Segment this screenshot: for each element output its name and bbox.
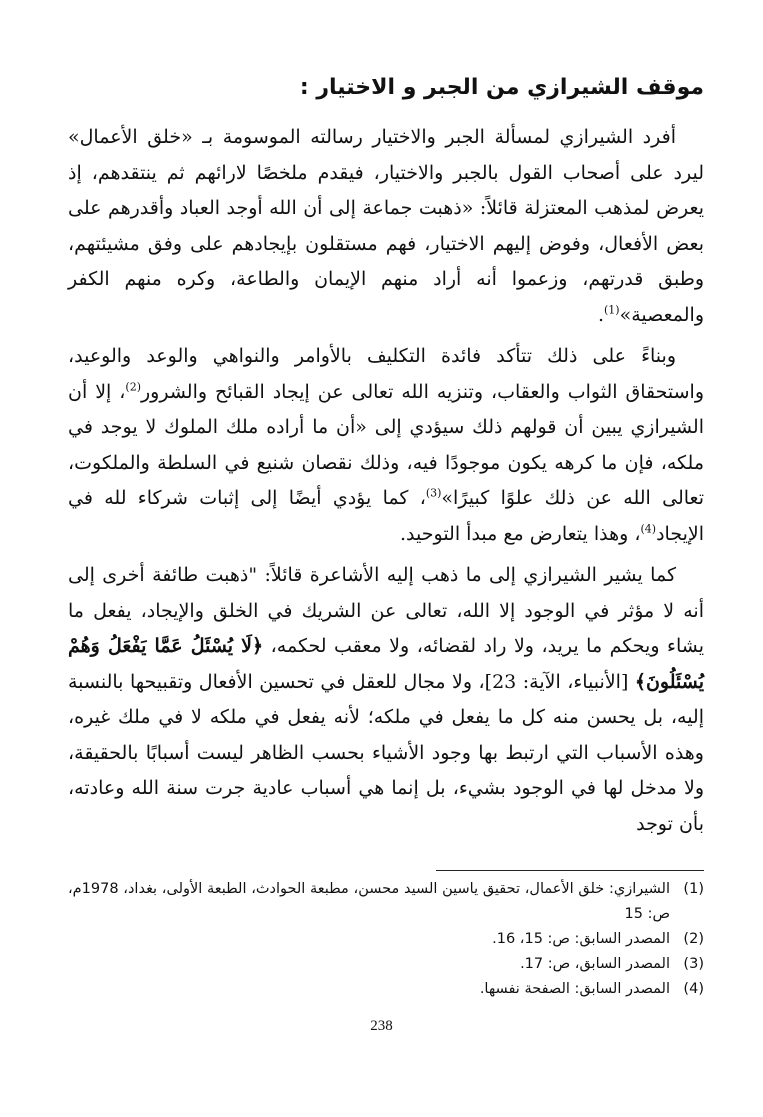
footnote-1-text: الشيرازي: خلق الأعمال، تحقيق ياسين السيد محسن، مطبعة الحوادث، الطبعة الأولى، بغداد، 1978م، ص: 15 — [68, 881, 670, 922]
paragraph-2-part1: وبناءً على ذلك تتأكد فائدة التكليف بالأوامر والنواهي والوعد والوعيد، واستحقاق الثواب والعقاب، وتنزيه الله تعالى عن إيجاد القبائح والشرور — [68, 345, 704, 403]
footnote-4-number: (4) — [683, 981, 704, 997]
paragraph-2-part2: ، إلا أن الشيرازي يبين أن قولهم ذلك سيؤدي إلى «أن ما أراده ملك الملوك لا يوجد في ملكه، فإن ما كرهه يكون موجودًا فيه، وذلك نقصان شنيع في السلطة والملكوت، تعالى الله عن ذلك علوًا كبيرًا» — [68, 380, 704, 509]
paragraph-2-part3: ، كما يؤدي أيضًا إلى إثبات شركاء لله في الإيجاد — [68, 487, 704, 545]
page-number: 238 — [370, 1018, 393, 1034]
page-content — [68, 64, 704, 1064]
paragraph-2 — [68, 339, 704, 552]
footnote-4-text: المصدر السابق: الصفحة نفسها. — [479, 981, 670, 997]
footnote-3 — [68, 952, 704, 977]
footnote-2-text: المصدر السابق: ص: 15، 16. — [492, 931, 670, 947]
footnote-2 — [68, 927, 704, 952]
footnote-4 — [68, 977, 704, 1002]
section-heading: موقف الشيرازي من الجبر و الاختيار : — [299, 75, 704, 100]
paragraph-1-tail: . — [597, 303, 604, 326]
footnote-ref-1[interactable]: (1) — [603, 303, 620, 317]
footnote-1 — [68, 877, 704, 927]
footnote-ref-3[interactable]: (3) — [425, 486, 442, 500]
footnote-ref-2[interactable]: (2) — [125, 380, 141, 394]
footnote-1-number: (1) — [683, 881, 704, 897]
paragraph-3-part1: كما يشير الشيرازي إلى ما ذهب إليه الأشاعرة قائلاً: "ذهبت طائفة أخرى إلى أنه لا مؤثر في الوجود إلا الله، تعالى عن الشريك في الخلق والإيجاد، يفعل ما يشاء ويحكم ما يريد، ولا راد لقضائه، ولا معقب لحكمه، — [68, 564, 704, 657]
quran-reference: [الأنبياء، الآية: 23] — [484, 670, 635, 693]
footnote-divider — [436, 870, 704, 871]
paragraph-3 — [68, 558, 704, 842]
quran-verse: ﴿لَا يُسْئَلُ عَمَّا يَفْعَلُ وَهُمْ يُسْئَلُونَ﴾ — [68, 635, 705, 693]
footnote-3-text: المصدر السابق، ص: 17. — [520, 956, 670, 972]
paragraph-3-part2: ، ولا مجال للعقل في تحسين الأفعال وتقبيحها بالنسبة إليه، بل يحسن منه كل ما يفعل في ملكه؛ لأنه يفعل في ملكه لا في ملك غيره، وهذه الأسباب التي ارتبط بها وجود الأشياء بحسب الظاهر ليست أسبابًا بالحقيقة، ولا مدخل لها في الوجود بشيء، بل إنما هي أسباب عادية جرت سنة الله وعادته، بأن توجد — [68, 670, 704, 835]
paragraph-2-part4: ، وهذا يتعارض مع مبدأ التوحيد. — [400, 522, 641, 545]
paragraph-1 — [68, 120, 704, 333]
footnote-3-number: (3) — [683, 956, 704, 972]
footnote-2-number: (2) — [683, 931, 704, 947]
paragraph-1-text: أفرد الشيرازي لمسألة الجبر والاختيار رسالته الموسومة بـ «خلق الأعمال» ليرد على أصحاب القول بالجبر والاختيار، فيقدم ملخصًا لارائهم ثم ينتقدهم، إذ يعرض لمذهب المعتزلة قائلاً: «ذهبت جماعة إلى أن الله أوجد العباد وأقدرهم على بعض الأفعال، وفوض إليهم الاختيار، فهم مستقلون بإيجادهم على وفق مشيئتهم، وطبق قدرتهم، وزعموا أنه أراد منهم الإيمان والطاعة، وكره منهم الكفر والمعصية» — [68, 126, 704, 326]
footnote-ref-4[interactable]: (4) — [640, 522, 657, 536]
